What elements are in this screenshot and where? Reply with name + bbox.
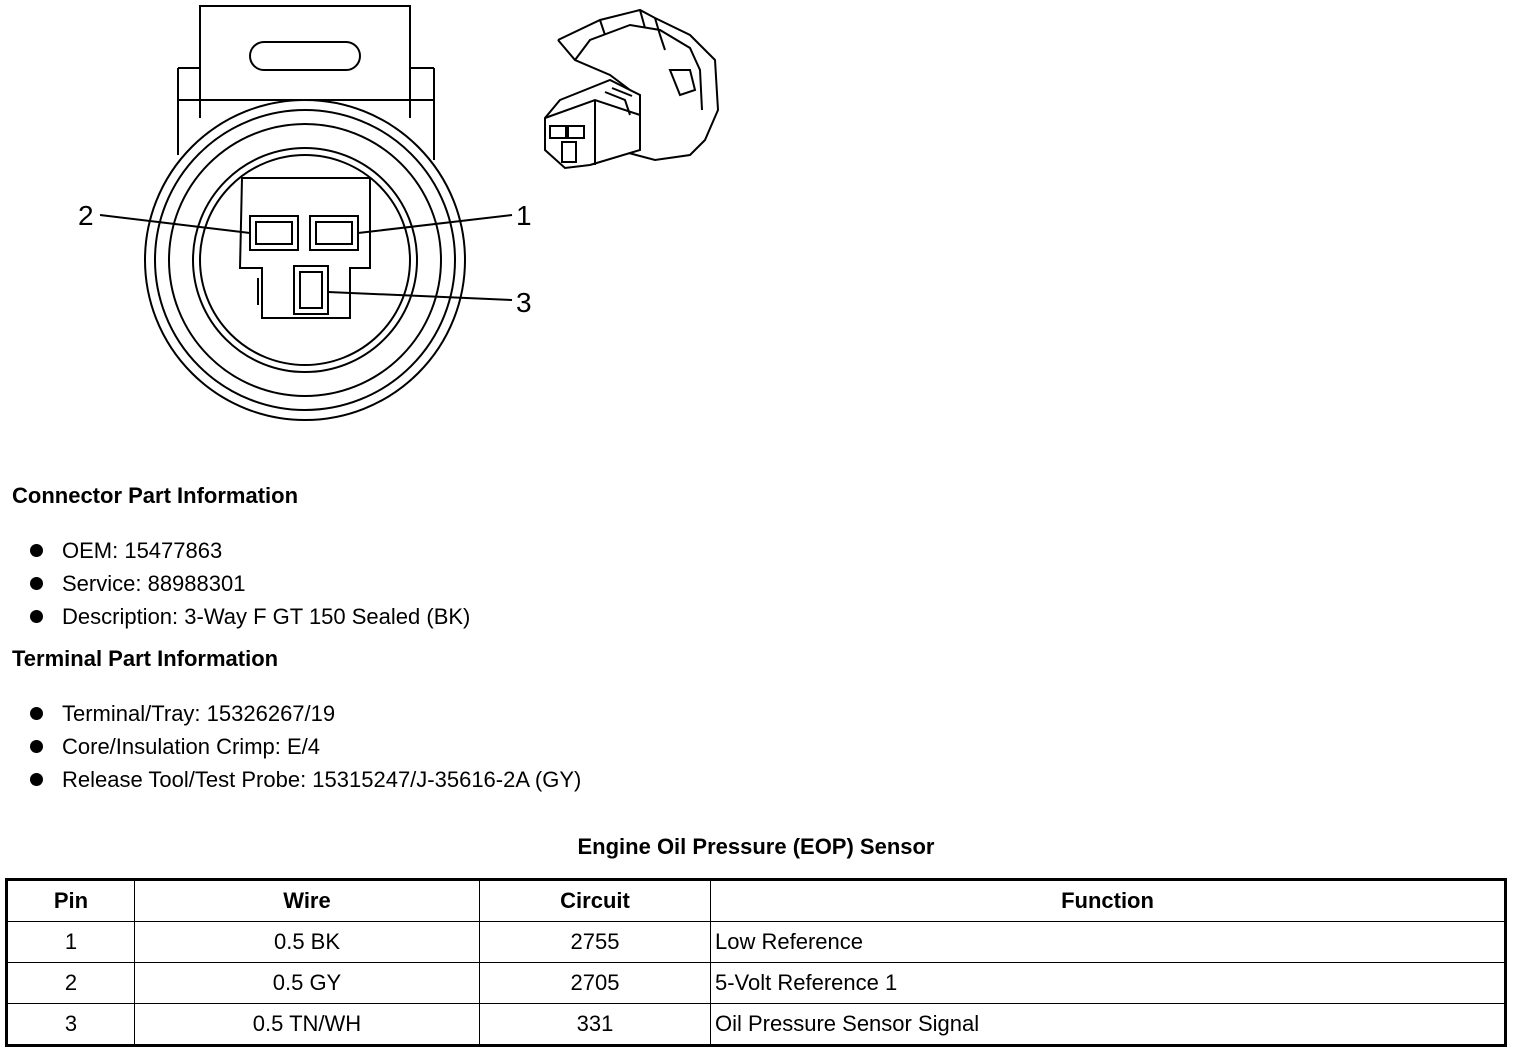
- circuit-cell: 2755: [480, 922, 711, 963]
- pin-table-header-row: [7, 880, 1506, 922]
- connector-part-info-service: Service: 88988301: [28, 567, 470, 600]
- table-row: [7, 963, 1506, 1004]
- terminal-part-info-crimp: Core/Insulation Crimp: E/4: [28, 730, 581, 763]
- connector-part-info-heading: Connector Part Information: [12, 483, 299, 508]
- function-cell: Oil Pressure Sensor Signal: [711, 1004, 1506, 1046]
- column-header-function: Function: [711, 880, 1506, 922]
- terminal-part-info-terminal-tray: Terminal/Tray: 15326267/19: [28, 697, 581, 730]
- table-row: [7, 922, 1506, 963]
- pin-cell: 3: [7, 1004, 135, 1046]
- column-header-circuit: Circuit: [480, 880, 711, 922]
- pin-table: [5, 878, 1507, 1047]
- connector-part-info-oem: OEM: 15477863: [28, 534, 470, 567]
- connector-isometric-view: [545, 10, 718, 168]
- pin-cell: 2: [7, 963, 135, 1004]
- terminal-part-info-list: [28, 697, 581, 796]
- table-row: [7, 1004, 1506, 1046]
- callout-label-2: 2: [78, 200, 94, 231]
- connector-part-info-list: [28, 534, 470, 633]
- connector-face-view: [145, 6, 465, 420]
- terminal-part-info-heading: Terminal Part Information: [12, 646, 279, 671]
- circuit-cell: 331: [480, 1004, 711, 1046]
- wire-cell: 0.5 TN/WH: [135, 1004, 480, 1046]
- pin-table-title: Engine Oil Pressure (EOP) Sensor: [577, 834, 935, 859]
- callout-label-3: 3: [516, 287, 532, 318]
- callout-label-1: 1: [516, 200, 532, 231]
- terminal-part-info-release-tool: Release Tool/Test Probe: 15315247/J-35616-2A (GY): [28, 763, 581, 796]
- function-cell: Low Reference: [711, 922, 1506, 963]
- circuit-cell: 2705: [480, 963, 711, 1004]
- connector-diagram: [0, 0, 1520, 440]
- wire-cell: 0.5 GY: [135, 963, 480, 1004]
- connector-part-info-description: Description: 3-Way F GT 150 Sealed (BK): [28, 600, 470, 633]
- column-header-pin: Pin: [7, 880, 135, 922]
- function-cell: 5-Volt Reference 1: [711, 963, 1506, 1004]
- column-header-wire: Wire: [135, 880, 480, 922]
- wire-cell: 0.5 BK: [135, 922, 480, 963]
- pin-cell: 1: [7, 922, 135, 963]
